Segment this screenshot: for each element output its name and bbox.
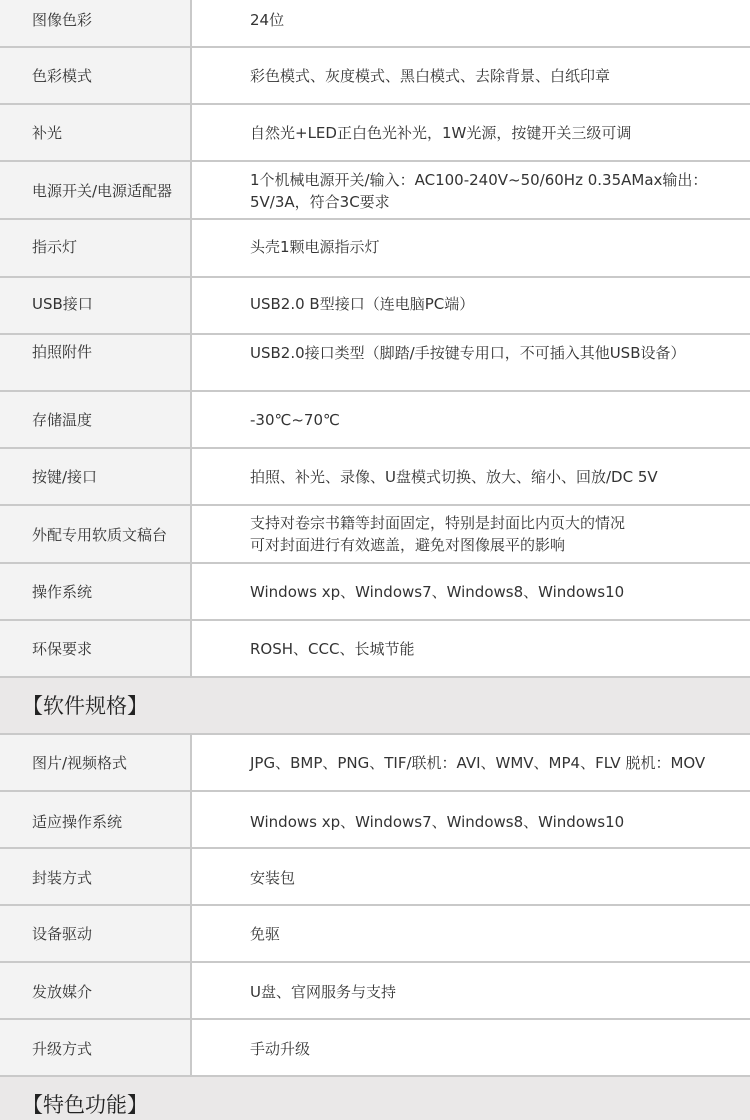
- spec-label: 外配专用软质文稿台: [32, 526, 168, 544]
- spec-row-fill-light: [0, 105, 750, 162]
- spec-label-cell: [0, 1020, 192, 1075]
- spec-label-cell: [0, 392, 192, 447]
- spec-value: Windows xp、Windows7、Windows8、Windows10: [250, 583, 625, 601]
- spec-value: U盘、官网服务与支持: [250, 983, 396, 1001]
- spec-label-cell: [0, 220, 192, 276]
- spec-value: 安装包: [250, 869, 296, 887]
- spec-value: 自然光+LED正白色光补光，1W光源，按键开关三级可调: [250, 124, 632, 142]
- spec-label: 设备驱动: [32, 925, 93, 943]
- section-header-software: [0, 678, 750, 735]
- spec-value: USB2.0接口类型（脚踏/手按键专用口，不可插入其他USB设备）: [250, 344, 686, 362]
- spec-row-image-color: [0, 0, 750, 48]
- spec-label-cell: [0, 621, 192, 676]
- spec-row-driver: [0, 906, 750, 963]
- spec-value: 手动升级: [250, 1040, 311, 1058]
- spec-row-storage-temp: [0, 392, 750, 449]
- spec-row-indicator: [0, 220, 750, 278]
- spec-row-environmental: [0, 621, 750, 678]
- spec-value: ROSH、CCC、长城节能: [250, 640, 415, 658]
- spec-row-power: [0, 162, 750, 220]
- spec-value: Windows xp、Windows7、Windows8、Windows10: [250, 813, 625, 831]
- spec-label: 色彩模式: [32, 67, 93, 85]
- spec-label: 存储温度: [32, 411, 93, 429]
- spec-row-document-pad: [0, 506, 750, 564]
- spec-value: 支持对卷宗书籍等封面固定，特别是封面比内页大的情况: [250, 514, 626, 532]
- spec-label-cell: [0, 48, 192, 103]
- spec-label: 操作系统: [32, 583, 93, 601]
- spec-row-photo-accessory: [0, 335, 750, 392]
- spec-row-usb-port: [0, 278, 750, 335]
- spec-label: 环保要求: [32, 640, 93, 658]
- spec-row-supported-os: [0, 792, 750, 849]
- spec-row-packaging: [0, 849, 750, 906]
- spec-value: 1个机械电源开关/输入：AC100-240V~50/60Hz 0.35AMax输出：: [250, 171, 708, 189]
- spec-value: 彩色模式、灰度模式、黑白模式、去除背景、白纸印章: [250, 67, 611, 85]
- spec-label-cell: [0, 335, 192, 390]
- spec-label-cell: [0, 278, 192, 333]
- spec-value: USB2.0 B型接口（连电脑PC端）: [250, 295, 475, 313]
- spec-row-color-mode: [0, 48, 750, 105]
- spec-label: USB接口: [32, 295, 93, 313]
- spec-label: 按键/接口: [32, 468, 98, 486]
- spec-label: 发放媒介: [32, 983, 93, 1001]
- spec-value: 头壳1颗电源指示灯: [250, 238, 380, 256]
- section-header-features: [0, 1077, 750, 1120]
- spec-label: 升级方式: [32, 1040, 93, 1058]
- spec-row-distribution: [0, 963, 750, 1020]
- spec-value: 24位: [250, 11, 285, 29]
- section-title: 【特色功能】: [22, 1093, 148, 1117]
- spec-label: 适应操作系统: [32, 813, 123, 831]
- spec-row-buttons: [0, 449, 750, 506]
- spec-value: 免驱: [250, 925, 281, 943]
- spec-value: 拍照、补光、录像、U盘模式切换、放大、缩小、回放/DC 5V: [250, 468, 658, 486]
- section-title: 【软件规格】: [22, 694, 148, 718]
- spec-label: 图片/视频格式: [32, 754, 128, 772]
- spec-row-upgrade: [0, 1020, 750, 1077]
- spec-label-cell: [0, 0, 192, 46]
- spec-label-cell: [0, 849, 192, 904]
- spec-value: -30℃~70℃: [250, 411, 340, 429]
- spec-label: 封装方式: [32, 869, 93, 887]
- spec-value-line2: 可对封面进行有效遮盖，避免对图像展平的影响: [250, 536, 566, 554]
- spec-label: 拍照附件: [32, 343, 93, 361]
- spec-label: 图像色彩: [32, 11, 93, 29]
- spec-row-os: [0, 564, 750, 621]
- spec-label-cell: [0, 564, 192, 619]
- spec-value: JPG、BMP、PNG、TIF/联机：AVI、WMV、MP4、FLV 脱机：MOV: [250, 754, 706, 772]
- spec-label: 补光: [32, 124, 63, 142]
- spec-label-cell: [0, 906, 192, 961]
- spec-label-cell: [0, 105, 192, 160]
- spec-label: 电源开关/电源适配器: [32, 182, 173, 200]
- spec-value-line2: 5V/3A，符合3C要求: [250, 193, 390, 211]
- spec-row-media-format: [0, 735, 750, 792]
- spec-label-cell: [0, 963, 192, 1018]
- spec-label: 指示灯: [32, 238, 78, 256]
